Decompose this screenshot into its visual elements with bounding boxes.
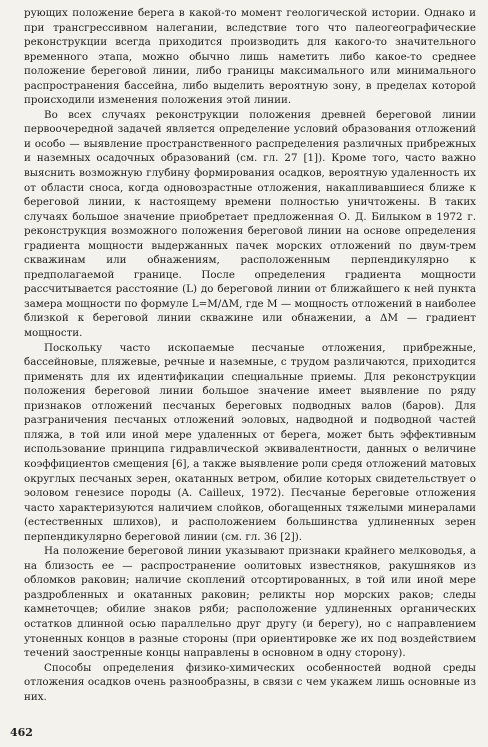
page-number: 462 xyxy=(10,726,33,739)
paragraph-4: На положение береговой линии указывают признаки крайнего мелководья, а на близость ее — распространение оолитовых известняков, ракушняков из обломков раковин; наличие скоплений отсортированных, в той или иной мере раздробленных и окатанных раковин; реликты нор морских раков; следы камнеточцев; обилие знаков ряби; расположение удлиненных органических остатков длинной осью параллельно друг другу (и берегу), но с направлением утоненных концов в разные стороны (при ориентировке же их под воздействием течений заостренные концы направлены в основном в одну сторону). xyxy=(24,545,476,660)
paragraph-3: Поскольку часто ископаемые песчаные отложения, прибрежные, бассейновые, пляжевые, речные и наземные, с трудом различаются, приходится применять для их идентификации специальные приемы. Для реконструкции положения береговой линии большое значение имеет выявление по ряду признаков отложений песчаных береговых подводных валов (баров). Для разграничения песчаных отложений эоловых, надводной и подводной частей пляжа, в той или иной мере удаленных от берега, может быть эффективным использование принципа гидравлической эквивалентности, данных о величине коэффициентов смещения [6], а также выявление роли средя отложений матовых округлых песчаных зерен, окатанных ветром, обилие которых свидетельствует о эоловом генезисе породы (A. Cailleux, 1972). Песчаные береговые отложения часто характеризуются наличием слойков, обогащенных тяжелыми минералами (естественных шлихов), и расположением большинства удлиненных зерен перпендикулярно береговой линии (см. гл. 36 [2]). xyxy=(24,341,476,543)
paragraph-1: рующих положение берега в какой-то момент геологической истории. Однако и при трансгрессивном налегании, вследствие того что палеогеографические реконструкции всегда приходится производить для какого-то значительного временного этапа, можно обычно лишь наметить либо какое-то среднее положение береговой линии, либо границы максимального или минимального распространения бассейна, либо выделить вероятную зону, в пределах которой происходили изменения положения этой линии. xyxy=(24,7,476,107)
paragraph-2: Во всех случаях реконструкции положения древней береговой линии первоочередной задачей является определение условий образования отложений и особо — выявление пространственного распределения различных прибрежных и наземных осадочных образований (см. гл. 27 [1]). Кроме того, часто важно выяснить возможную глубину формирования осадков, вероятную удаленность их от области сноса, когда одновозрастные отложения, накапливавшиеся ближе к береговой линии, к настоящему времени полностью уничтожены. В таких случаях большое значение приобретает предложенная О. Д. Билыком в 1972 г. реконструкция возможного положения береговой линии на основе определения градиента мощности выдержанных пачек морских отложений по двум-трем скважинам или обнажениям, расположенным перпендикулярно к предполагаемой границе. После определения градиента мощности рассчитывается расстояние (L) до береговой линии от ближайшего к ней пункта замера мощности по формуле L=M/ΔM, где M — мощность отложений в наиболее близкой к береговой линии скважине или обнажении, а ΔM — градиент мощности. xyxy=(24,108,476,340)
paragraph-5: Способы определения физико-химических особенностей водной среды отложения осадков очень разнообразны, в связи с чем укажем лишь основные из них. xyxy=(24,661,476,703)
